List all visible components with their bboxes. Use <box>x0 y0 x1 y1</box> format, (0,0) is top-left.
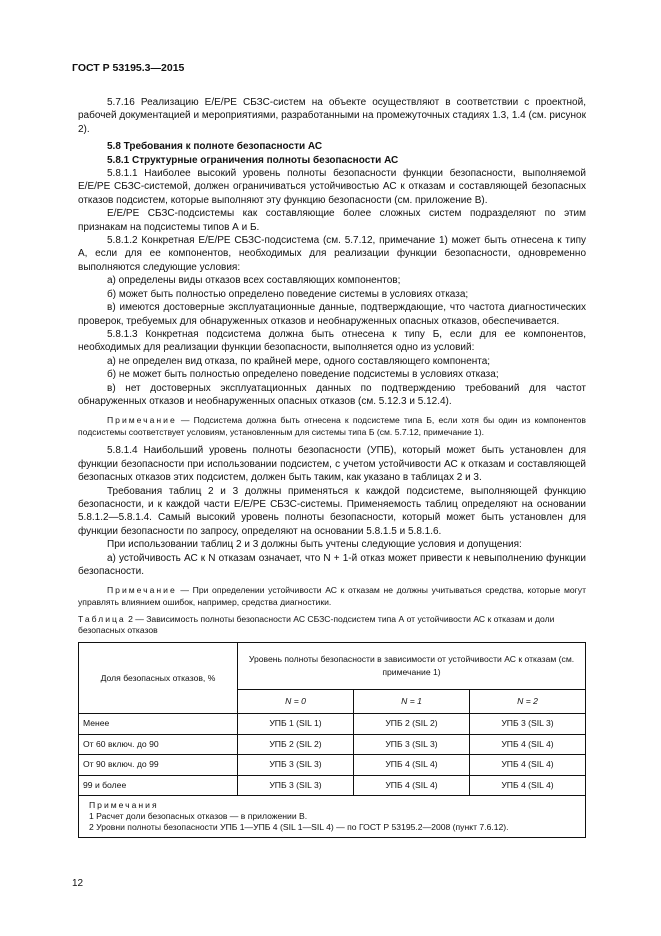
row-label: Менее <box>79 714 238 734</box>
table-notes-title: Примечания <box>89 800 159 811</box>
section-heading-5-8: 5.8 Требования к полноте безопасности АС <box>107 141 323 153</box>
table-note: 1 Расчет доли безопасных отказов — в приложении В. <box>89 811 308 822</box>
note-label: Примечание <box>107 585 177 596</box>
paragraph-tables: Требования таблиц 2 и 3 должны применяться к каждой подсистеме, выполняющей функцию безопасности, и к каждой части E/E/PE СБЗС-системы. Применяемость таблиц определяют на основании 5.8.1.2—5.8.1.4. Самый высокий уровень полноты безопасности, который может быть установлен для функции безопасности по запросу, определяют на основании 5.8.1.5 и 5.8.1.6. <box>78 485 586 537</box>
paragraph-5-8-1-3: 5.8.1.3 Конкретная подсистема должна быть отнесена к типу Б, если для ее компонентов, необходимых для реализации функции безопасности, выполняется одно из условий: <box>78 328 586 354</box>
document-body <box>78 96 586 838</box>
table-cell: УПБ 2 (SIL 2) <box>238 734 354 754</box>
note-text: — Подсистема должна быть отнесена к подсистеме типа Б, если хотя бы один из компонентов подсистемы соответствует условиям, установленным для системы типа Б (см. 5.7.12, примечание 1). <box>78 415 587 438</box>
note-1 <box>78 414 586 438</box>
paragraph-5-8-1-4: 5.8.1.4 Наибольший уровень полноты безопасности (УПБ), который может быть установлен для функции безопасности при использовании подсистем, с учетом устойчивости АС к отказам и составляющей безопасных отказов этих подсистем, должен быть таким, как указано в таблицах 2 и 3. <box>78 445 586 484</box>
table-header-row <box>79 643 586 690</box>
section-heading-5-8-1: 5.8.1 Структурные ограничения полноты безопасности АС <box>107 154 399 166</box>
table-note: 2 Уровни полноты безопасности УПБ 1—УПБ 4 (SIL 1—SIL 4) — по ГОСТ Р 53195.2—2008 (пункт 7.6.12). <box>89 822 509 833</box>
table-cell: УПБ 3 (SIL 3) <box>470 714 586 734</box>
column-header-n2: N = 2 <box>470 690 586 714</box>
table-cell: УПБ 4 (SIL 4) <box>354 775 470 795</box>
page-number: 12 <box>72 878 84 889</box>
document-header: ГОСТ Р 53195.3—2015 <box>72 62 185 74</box>
note-text: — При определении устойчивости АС к отказам не должны учитываться средства, которые могут управлять влиянием ошибок, например, средства диагностики. <box>78 585 587 608</box>
column-header-safe-failure-fraction: Доля безопасных отказов, % <box>79 643 238 714</box>
list-item: б) не может быть полностью определено поведение подсистемы в условиях отказа; <box>107 369 499 381</box>
column-header-group: Уровень полноты безопасности в зависимости от устойчивости АС к отказам (см. примечание 1) <box>238 643 586 690</box>
table-cell: УПБ 4 (SIL 4) <box>470 775 586 795</box>
column-header-n1: N = 1 <box>354 690 470 714</box>
paragraph-subsystems: E/E/PE СБЗС-подсистемы как составляющие более сложных систем подразделяют по этим признакам на подсистемы типов А и Б. <box>78 208 586 233</box>
table-cell: УПБ 2 (SIL 2) <box>354 714 470 734</box>
table-cell: УПБ 4 (SIL 4) <box>354 755 470 775</box>
sil-table <box>78 642 586 838</box>
table-caption-label: Таблица <box>78 614 126 625</box>
table-notes-row <box>79 796 586 838</box>
table-cell: УПБ 1 (SIL 1) <box>238 714 354 734</box>
table-cell: УПБ 4 (SIL 4) <box>470 755 586 775</box>
paragraph-5-7-16: 5.7.16 Реализацию E/E/PE СБЗС-систем на объекте осуществляют в соответствии с проектной, рабочей документацией и мероприятиями, разработанными на промежуточных стадиях 1.3, 1.4 (см. рисунок 2). <box>78 97 586 135</box>
list-item: в) нет достоверных эксплуатационных данных по подтверждению требований для частот обнаруженных отказов и необнаруженных опасных отказов (см. 5.12.3 и 5.12.4). <box>78 382 586 407</box>
note-label: Примечание <box>107 415 177 426</box>
paragraph-condition-a: а) устойчивость АС к N отказам означает, что N + 1-й отказ может привести к невыполнению функции безопасности. <box>78 552 586 577</box>
table-row <box>79 775 586 795</box>
table-notes <box>79 796 586 838</box>
table-cell: УПБ 3 (SIL 3) <box>238 755 354 775</box>
note-2 <box>78 584 586 608</box>
column-header-n0: N = 0 <box>238 690 354 714</box>
table-caption-text: 2 — Зависимость полноты безопасности АС СБЗС-подсистем типа А от устойчивости АС к отказам и доли безопасных отказов <box>78 614 555 636</box>
table-cell: УПБ 3 (SIL 3) <box>238 775 354 795</box>
list-item: в) имеются достоверные эксплуатационные данные, подтверждающие, что частота диагностических проверок, требуемых для обнаруженных отказов и необнаруженных опасных отказов, обеспечивается. <box>78 302 586 327</box>
list-item: а) не определен вид отказа, по крайней мере, одного составляющего компонента; <box>107 355 491 367</box>
list-item: б) может быть полностью определено поведение системы в условиях отказа; <box>107 288 469 300</box>
table-row <box>79 714 586 734</box>
table-row <box>79 755 586 775</box>
paragraph-5-8-1-2: 5.8.1.2 Конкретная E/E/PE СБЗС-подсистема (см. 5.7.12, примечание 1) может быть отнесена к типу А, если для ее компонентов, необходимых для реализации функции безопасности, одновременно выполняются следующие условия: <box>78 235 586 273</box>
table-cell: УПБ 3 (SIL 3) <box>354 734 470 754</box>
list-item: а) определены виды отказов всех составляющих компонентов; <box>107 275 401 287</box>
row-label: От 90 включ. до 99 <box>79 755 238 775</box>
table-caption <box>78 614 586 636</box>
table-row <box>79 734 586 754</box>
row-label: От 60 включ. до 90 <box>79 734 238 754</box>
row-label: 99 и более <box>79 775 238 795</box>
paragraph-use: При использовании таблиц 2 и 3 должны быть учтены следующие условия и допущения: <box>107 539 522 551</box>
table-cell: УПБ 4 (SIL 4) <box>470 734 586 754</box>
paragraph-5-8-1-1: 5.8.1.1 Наиболее высокий уровень полноты безопасности функции безопасности, выполняемой E/E/PE СБЗС-системой, должен ограничиваться устойчивостью АС к отказам и составляющей безопасных отказов подсистем, которые выполняют эту функцию безопасности (см. приложение В). <box>78 168 586 206</box>
